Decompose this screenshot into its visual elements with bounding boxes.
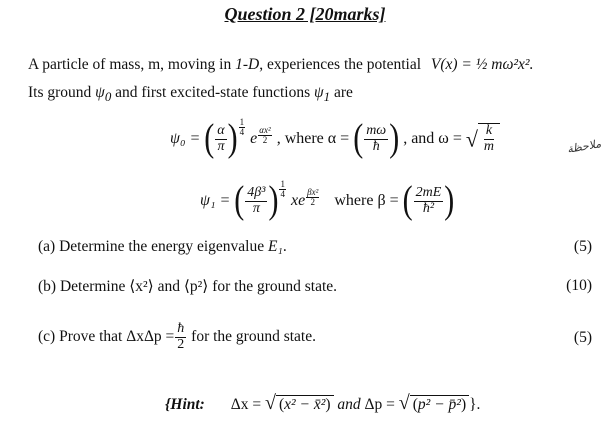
part-a: (a) Determine the energy eigenvalue E₁. [38,238,287,255]
excited-state-equation: ψ₁ = ( $\frac{\text{4β³}}{\pi}$ ) $\frac{1}{4}$ xe $\frac{\text{βx²}}{2}$ where β = ( $\frac{2mE}{\text{ħ²}}$ ) [200,179,455,223]
intro-line-1: A particle of mass, m, moving in 1-D, experiences the potential V(x) = ½ mω²x². [28,56,534,73]
part-c: (c) Prove that ΔxΔp = $\frac{ħ}{2}$ for the ground state. [38,321,316,352]
hint: {Hint: Δx = √ (x² − x̄²) and Δp = √ (p² − p̄²) }. [165,392,481,414]
part-c-marks: (5) [573,329,592,346]
part-a-marks: (5) [573,238,592,255]
ground-state-equation: ψ₀ = ( $\frac{\alpha}{\pi}$ ) $\frac{1}{4}$ e $\frac{\text{αx²}}{2}$ , where α = ( $\frac{m\omega}{ħ}$ ) , and ω = √ $\frac{k}{m}$ [170,118,500,155]
question-title: Question 2 [20marks] [224,4,386,24]
intro-line-2: Its ground $\psi_0$ and first excited-state functions $\psi_1$ are [28,84,353,105]
part-b-marks: (10) [566,277,592,294]
margin-handwritten-note: ملاحظة [566,138,603,156]
part-b: (b) Determine ⟨x²⟩ and ⟨p²⟩ for the ground state. [38,278,338,295]
